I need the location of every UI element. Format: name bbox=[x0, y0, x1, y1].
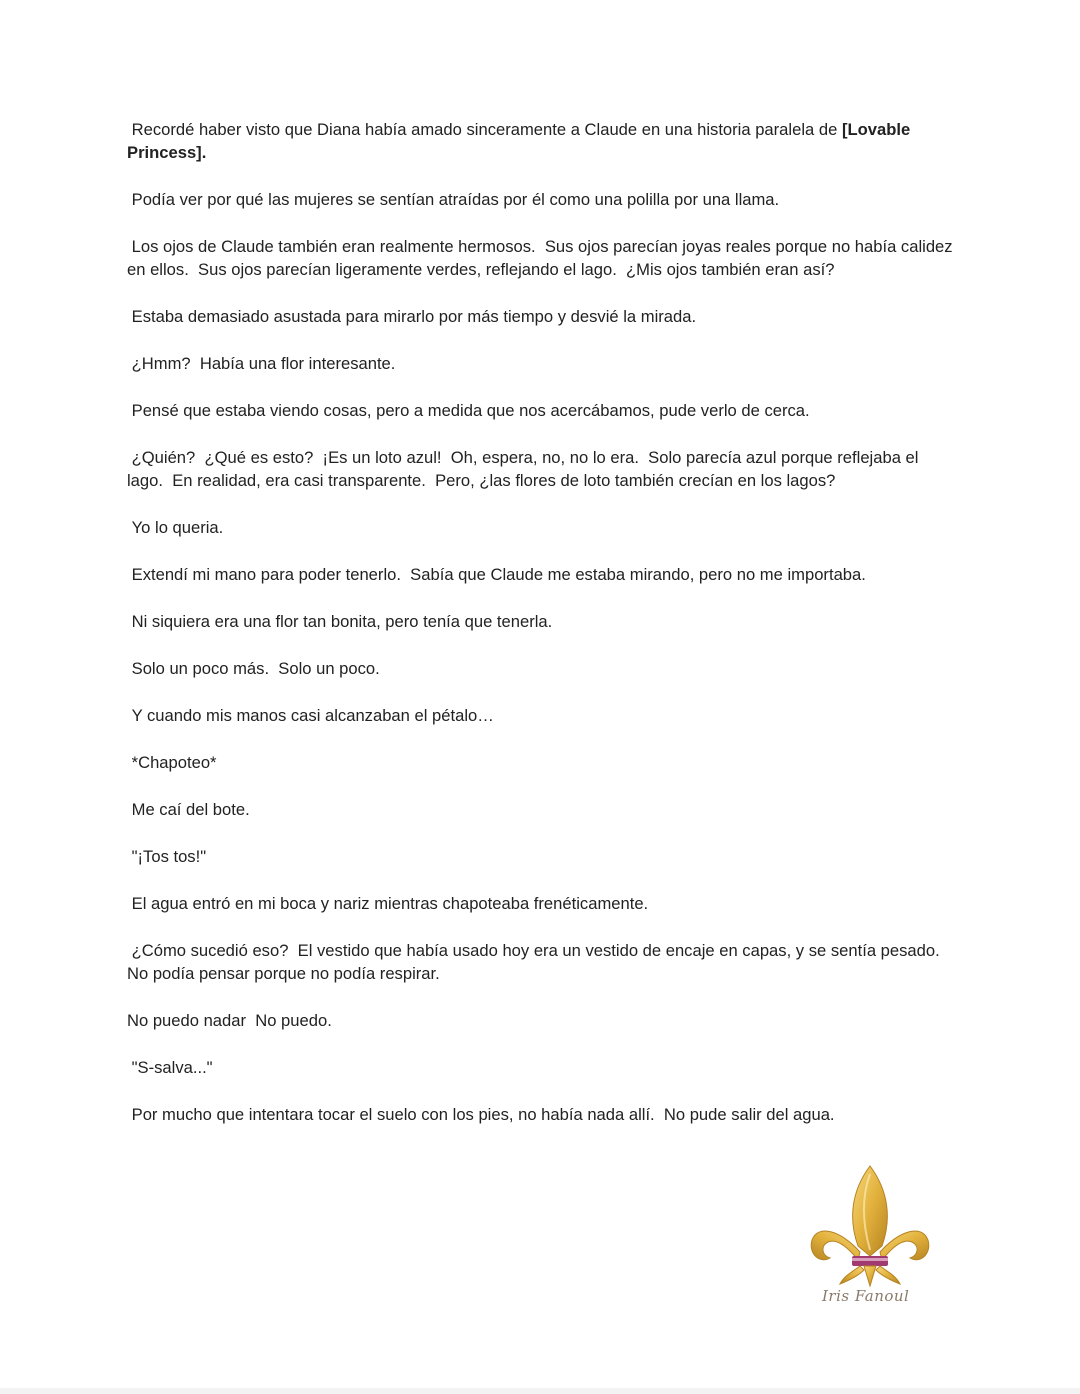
paragraph-3: Los ojos de Claude también eran realmente hermosos. Sus ojos parecían joyas reales porque no había calidez en ellos. Sus ojos parecían ligeramente verdes, reflejando el lago. ¿Mis ojos también eran así? bbox=[127, 237, 958, 279]
paragraph-2: Podía ver por qué las mujeres se sentían atraídas por él como una polilla por una llama. bbox=[131, 190, 780, 209]
paragraph-10: Ni siquiera era una flor tan bonita, pero tenía que tenerla. bbox=[131, 612, 553, 631]
paragraph-11: Solo un poco más. Solo un poco. bbox=[131, 659, 380, 678]
paragraph-17: ¿Cómo sucedió eso? El vestido que había usado hoy era un vestido de encaje en capas, y se sentía pesado. No podía pensar porque no podía respirar. bbox=[127, 941, 949, 983]
page-bottom-edge bbox=[0, 1388, 1080, 1394]
paragraph-1-text: Recordé haber visto que Diana había amado sinceramente a Claude en una historia paralela de bbox=[131, 120, 842, 139]
paragraph-7: ¿Quién? ¿Qué es esto? ¡Es un loto azul! Oh, espera, no, no lo era. Solo parecía azul porque reflejaba el lago. En realidad, era casi transparente. Pero, ¿las flores de loto también crecían en los lagos? bbox=[127, 448, 924, 490]
paragraph-1 bbox=[127, 118, 957, 164]
paragraph-9: Extendí mi mano para poder tenerlo. Sabía que Claude me estaba mirando, pero no me importaba. bbox=[131, 565, 866, 584]
signature-text: Iris Fanoul bbox=[822, 1287, 910, 1305]
paragraph-6: Pensé que estaba viendo cosas, pero a medida que nos acercábamos, pude verlo de cerca. bbox=[131, 401, 810, 420]
paragraph-5: ¿Hmm? Había una flor interesante. bbox=[131, 354, 396, 373]
paragraph-4: Estaba demasiado asustada para mirarlo por más tiempo y desvié la mirada. bbox=[131, 307, 697, 326]
paragraph-14: Me caí del bote. bbox=[131, 800, 250, 819]
paragraph-8: Yo lo queria. bbox=[131, 518, 224, 537]
paragraph-13: *Chapoteo* bbox=[131, 753, 217, 772]
paragraph-12: Y cuando mis manos casi alcanzaban el pétalo… bbox=[131, 706, 494, 725]
paragraph-15: "¡Tos tos!" bbox=[131, 847, 207, 866]
paragraph-16: El agua entró en mi boca y nariz mientras chapoteaba frenéticamente. bbox=[131, 894, 649, 913]
paragraph-18: No puedo nadar No puedo. bbox=[127, 1011, 332, 1030]
book-title-bold: [Lovable Princess]. bbox=[127, 120, 915, 162]
document-body bbox=[127, 118, 957, 1150]
paragraph-19: "S-salva..." bbox=[131, 1058, 213, 1077]
paragraph-20: Por mucho que intentara tocar el suelo con los pies, no había nada allí. No pude salir del agua. bbox=[131, 1105, 835, 1124]
